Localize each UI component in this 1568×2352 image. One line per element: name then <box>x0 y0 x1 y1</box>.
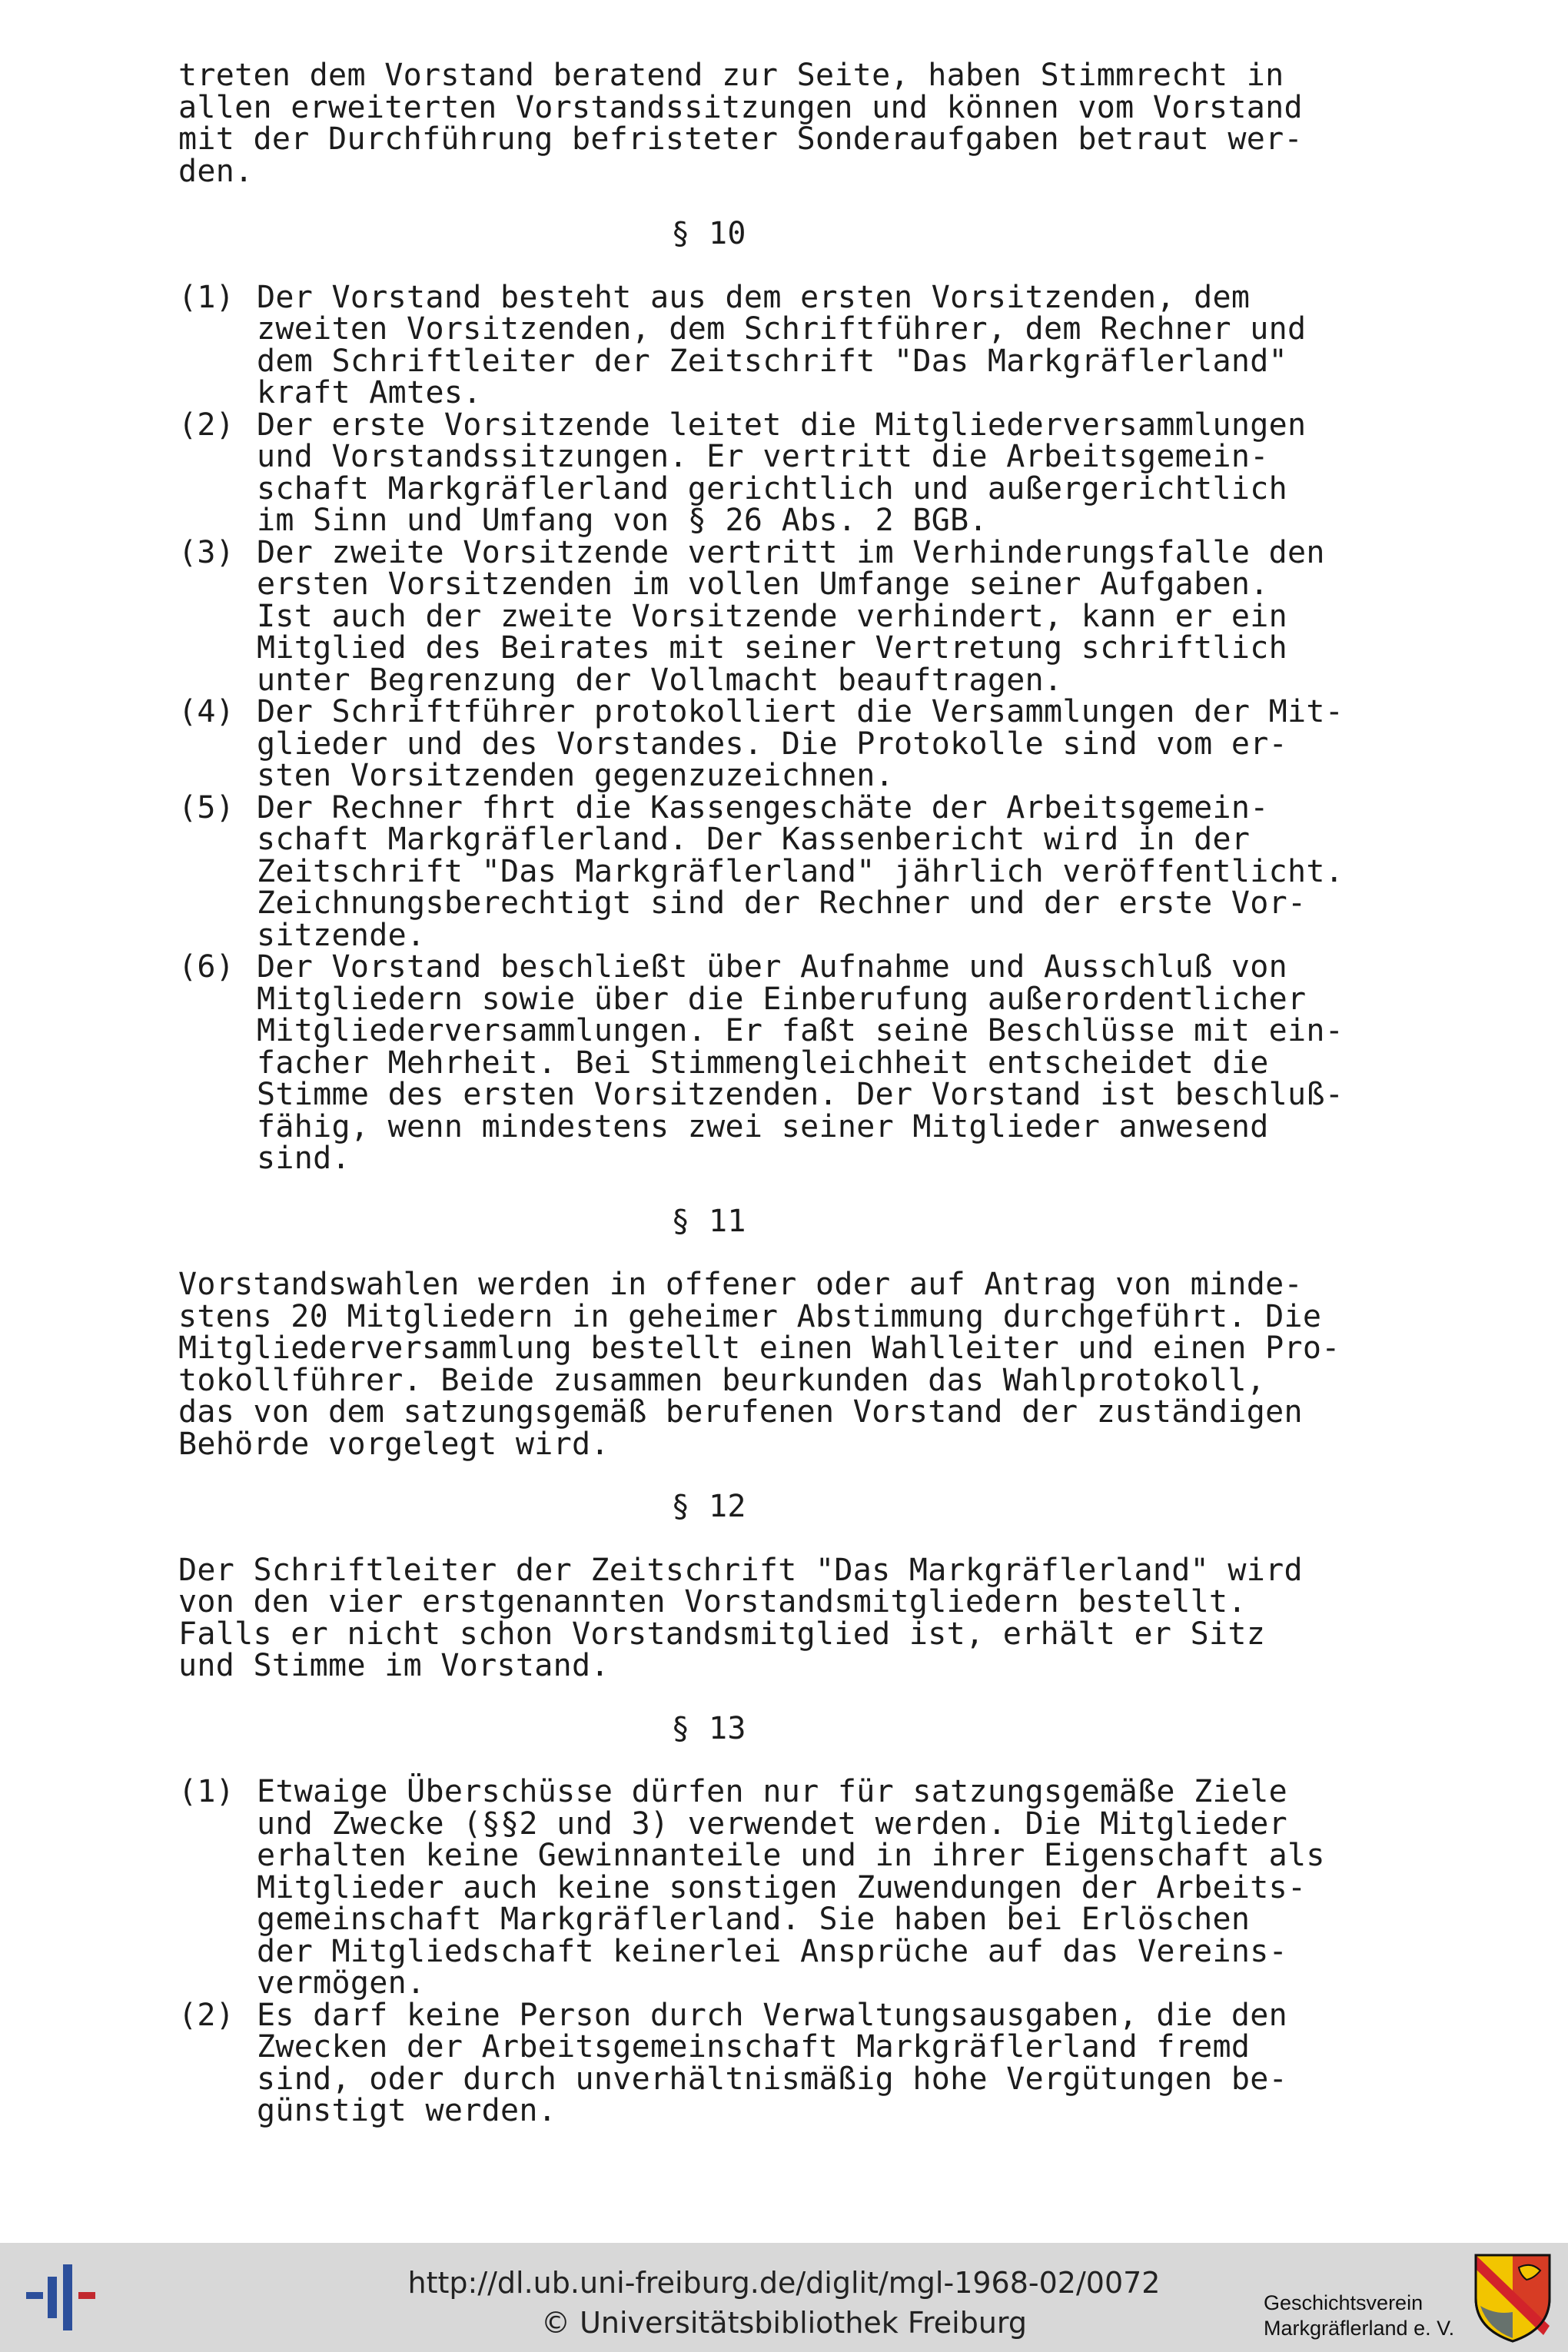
item-number: (5) <box>178 789 235 826</box>
text-line: von den vier erstgenannten Vorstandsmitgliedern bestellt. <box>178 1584 1247 1619</box>
s10-item-6 <box>178 949 1439 1176</box>
text-line: Es darf keine Person durch Verwaltungsausgaben, die den <box>257 1997 1288 2033</box>
section-12-paragraph <box>178 1552 1439 1683</box>
text-line: den. <box>178 153 254 189</box>
text-line: Mitglied des Beirates mit seiner Vertretung schriftlich <box>257 630 1288 666</box>
section-10-heading: § 10 <box>671 216 746 251</box>
footer-copyright: © Universitätsbibliothek Freiburg <box>541 2306 1027 2340</box>
text-line: sind. <box>257 1141 350 1176</box>
text-line: das von dem satzungsgemäß berufenen Vorstand der zuständigen <box>178 1394 1303 1430</box>
text-line: tokollführer. Beide zusammen beurkunden das Wahlprotokoll, <box>178 1362 1266 1398</box>
s10-item-5 <box>178 789 1439 953</box>
text-line: im Sinn und Umfang von § 26 Abs. 2 BGB. <box>257 503 988 538</box>
footer-url-link[interactable]: http://dl.ub.uni-freiburg.de/diglit/mgl-1968-02/0072 <box>407 2266 1161 2300</box>
text-line: Mitgliederversammlungen. Er faßt seine Beschlüsse mit ein- <box>257 1013 1344 1048</box>
text-line: Vorstandswahlen werden in offener oder auf Antrag von minde- <box>178 1267 1303 1302</box>
text-line: glieder und des Vorstandes. Die Protokolle sind vom er- <box>257 726 1288 762</box>
coat-of-arms-icon <box>1473 2252 1553 2343</box>
text-line: gemeinschaft Markgräflerland. Sie haben bei Erlöschen <box>257 1902 1251 1937</box>
society-name-line: Markgräflerland e. V. <box>1264 2317 1455 2340</box>
text-line: Zwecken der Arbeitsgemeinschaft Markgräflerland fremd <box>257 2029 1251 2065</box>
text-line: erhalten keine Gewinnanteile und in ihrer Eigenschaft als <box>257 1838 1325 1873</box>
s10-item-3 <box>178 534 1439 698</box>
s10-item-4 <box>178 696 1439 792</box>
text-line: sind, oder durch unverhältnismäßig hohe Vergütungen be- <box>257 2061 1288 2097</box>
text-line: facher Mehrheit. Bei Stimmengleichheit entscheidet die <box>257 1045 1269 1081</box>
item-number: (2) <box>178 407 235 443</box>
text-line: Der Vorstand beschließt über Aufnahme und Ausschluß von <box>257 949 1288 985</box>
text-line: Der zweite Vorsitzende vertritt im Verhinderungsfalle den <box>257 534 1325 570</box>
text-line: stens 20 Mitgliedern in geheimer Abstimmung durchgeführt. Die <box>178 1298 1322 1334</box>
text-line: und Zwecke (§§2 und 3) verwendet werden. Die Mitglieder <box>257 1806 1288 1842</box>
text-line: Der Rechner fhrt die Kassengeschäte der Arbeitsgemein- <box>257 789 1269 826</box>
section-12-heading: § 12 <box>671 1489 746 1524</box>
text-line: dem Schriftleiter der Zeitschrift "Das Markgräflerland" <box>257 343 1288 379</box>
text-line: schaft Markgräflerland gerichtlich und außergerichtlich <box>257 470 1288 507</box>
item-number: (4) <box>178 694 235 729</box>
text-line: Der Vorstand besteht aus dem ersten Vorsitzenden, dem <box>257 279 1251 315</box>
text-line: der Mitgliedschaft keinerlei Ansprüche auf das Vereins- <box>257 1933 1288 1969</box>
text-line: Etwaige Überschüsse dürfen nur für satzungsgemäße Ziele <box>257 1774 1288 1809</box>
text-line: sitzende. <box>257 917 426 953</box>
text-line: mit der Durchführung befristeter Sonderaufgaben betraut wer- <box>178 121 1303 157</box>
s10-item-2 <box>178 407 1439 538</box>
text-line: Zeichnungsberechtigt sind der Rechner und der erste Vor- <box>257 885 1307 921</box>
text-line: Mitgliederversammlung bestellt einen Wahlleiter und einen Pro- <box>178 1330 1340 1366</box>
text-line: Falls er nicht schon Vorstandsmitglied ist, erhält er Sitz <box>178 1616 1266 1652</box>
text-line: Mitgliedern sowie über die Einberufung außerordentlicher <box>257 981 1307 1017</box>
text-line: treten dem Vorstand beratend zur Seite, haben Stimmrecht in <box>178 58 1284 93</box>
text-line: Ist auch der zweite Vorsitzende verhindert, kann er ein <box>257 598 1288 634</box>
text-line: zweiten Vorsitzenden, dem Schriftführer, dem Rechner und <box>257 311 1307 347</box>
text-line: sten Vorsitzenden gegenzuzeichnen. <box>257 758 894 793</box>
text-line: Der erste Vorsitzende leitet die Mitgliederversammlungen <box>257 407 1307 443</box>
text-line: Der Schriftleiter der Zeitschrift "Das Markgräflerland" wird <box>178 1552 1303 1588</box>
item-number: (6) <box>178 949 235 985</box>
society-name <box>1264 2291 1454 2341</box>
text-line: vermögen. <box>257 1965 426 2001</box>
text-line: und Stimme im Vorstand. <box>178 1648 610 1683</box>
text-line: kraft Amtes. <box>257 375 482 410</box>
intro-paragraph <box>178 60 1439 188</box>
text-line: Zeitschrift "Das Markgräflerland" jährlich veröffentlicht. <box>257 853 1344 889</box>
text-line: Mitglieder auch keine sonstigen Zuwendungen der Arbeits- <box>257 1869 1307 1905</box>
text-line: Der Schriftführer protokolliert die Versammlungen der Mit- <box>257 694 1344 729</box>
text-line: Behörde vorgelegt wird. <box>178 1426 610 1462</box>
section-11-paragraph <box>178 1269 1439 1460</box>
text-line: günstigt werden. <box>257 2093 557 2128</box>
s13-item-1 <box>178 1776 1439 2000</box>
footer-bar <box>0 2243 1568 2352</box>
document-text <box>178 60 1439 2128</box>
item-number: (2) <box>178 1997 235 2033</box>
item-number: (3) <box>178 534 235 570</box>
text-line: fähig, wenn mindestens zwei seiner Mitglieder anwesend <box>257 1108 1269 1144</box>
section-11-heading: § 11 <box>671 1203 746 1239</box>
text-line: allen erweiterten Vorstandssitzungen und können vom Vorstand <box>178 89 1303 125</box>
item-number: (1) <box>178 279 235 315</box>
text-line: schaft Markgräflerland. Der Kassenbericht wird in der <box>257 822 1251 857</box>
text-line: ersten Vorsitzenden im vollen Umfange seiner Aufgaben. <box>257 566 1269 602</box>
item-number: (1) <box>178 1774 235 1809</box>
text-line: unter Begrenzung der Vollmacht beauftragen. <box>257 662 1063 698</box>
s10-item-1 <box>178 279 1439 410</box>
society-name-line: Geschichtsverein <box>1264 2291 1423 2314</box>
section-13-heading: § 13 <box>671 1710 746 1746</box>
text-line: und Vorstandssitzungen. Er vertritt die Arbeitsgemein- <box>257 439 1269 474</box>
s13-item-2 <box>178 1997 1439 2128</box>
text-line: Stimme des ersten Vorsitzenden. Der Vorstand ist beschluß- <box>257 1077 1344 1112</box>
